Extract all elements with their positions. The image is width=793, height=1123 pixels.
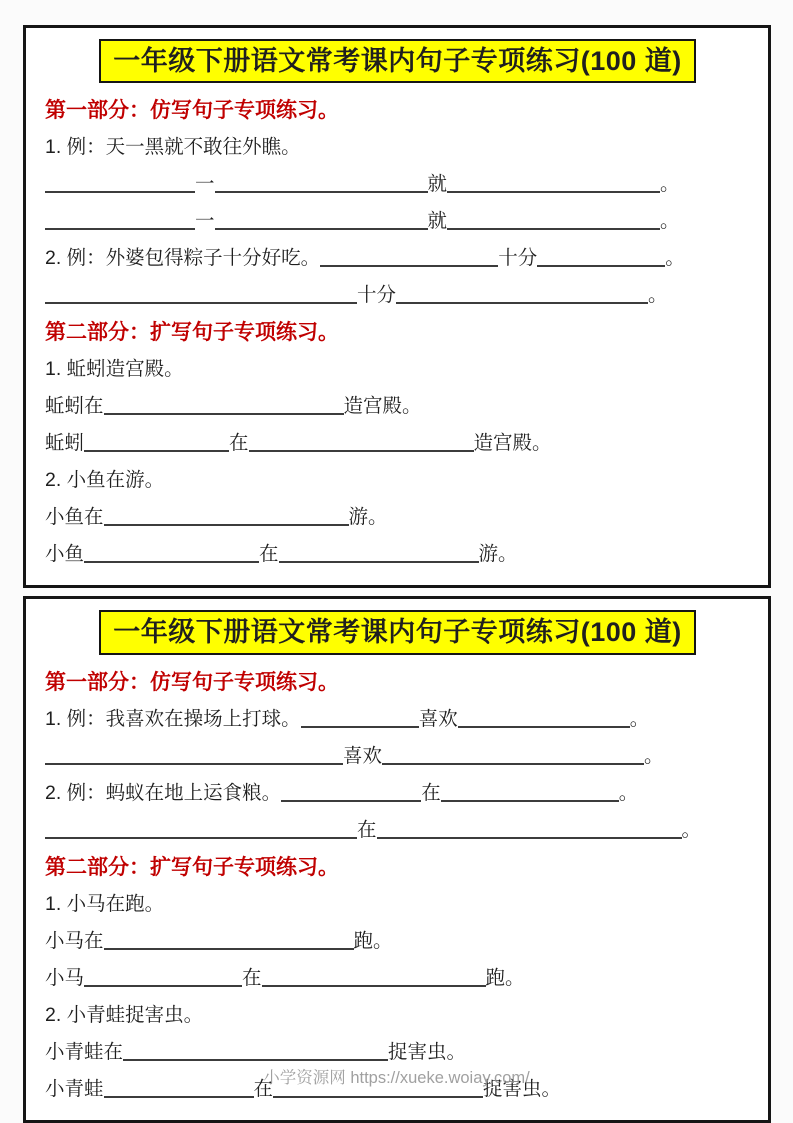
worksheet-line: [45, 775, 750, 812]
line-text: 跑。: [353, 929, 393, 952]
line-text: 喜欢: [343, 744, 383, 767]
line-text: 在: [242, 966, 262, 989]
answer-blank: [281, 778, 421, 802]
answer-blank: [447, 169, 660, 193]
line-text: 蚯蚓: [45, 432, 85, 455]
line-text: 一: [195, 210, 215, 233]
line-text: 2. 小青蛙捉害虫。: [45, 1003, 204, 1026]
line-text: 十分: [357, 284, 397, 307]
line-text: 小鱼在: [45, 506, 104, 529]
line-text: 捉害虫。: [483, 1077, 562, 1100]
worksheet-panel: [23, 25, 771, 588]
line-text: 一: [195, 173, 215, 196]
worksheet-line: [45, 923, 750, 960]
section-heading: 第一部分：仿写句子专项练习。: [45, 670, 339, 694]
line-text: 1. 蚯蚓造宫殿。: [45, 358, 184, 381]
answer-blank: [45, 169, 195, 193]
worksheet-line: [45, 166, 750, 203]
line-text: 2. 小鱼在游。: [45, 469, 165, 492]
line-text: 在: [259, 543, 279, 566]
worksheet-line: [45, 536, 750, 573]
line-text: 小马: [45, 966, 85, 989]
answer-blank: [396, 280, 648, 304]
section-heading: 第二部分：扩写句子专项练习。: [45, 855, 339, 879]
line-text: 十分: [498, 247, 538, 270]
answer-blank: [84, 428, 229, 452]
worksheet-line: [45, 886, 750, 923]
worksheet-line: [45, 1071, 750, 1108]
line-text: 在: [421, 781, 441, 804]
line-text: 捉害虫。: [388, 1040, 467, 1063]
line-text: 小青蛙: [45, 1077, 104, 1100]
line-text: 。: [629, 707, 650, 730]
line-text: 小青蛙在: [45, 1040, 124, 1063]
answer-blank: [382, 741, 644, 765]
line-text: 造宫殿。: [473, 432, 552, 455]
line-text: 。: [644, 744, 664, 767]
answer-blank: [537, 243, 665, 267]
answer-blank: [301, 704, 419, 728]
line-text: 。: [618, 781, 639, 804]
line-text: 喜欢: [418, 707, 458, 730]
answer-blank: [104, 391, 344, 415]
answer-blank: [447, 206, 660, 230]
line-text: 2. 例：外婆包得粽子十分好吃。: [45, 247, 321, 270]
answer-blank: [458, 704, 630, 728]
worksheet-line: [45, 462, 750, 499]
answer-blank: [84, 539, 259, 563]
watermark: 小学资源网 https://xueke.woiay.com/: [263, 1069, 530, 1087]
line-text: 在: [229, 432, 249, 455]
worksheet-line: [45, 960, 750, 997]
line-text: 2. 例：蚂蚁在地上运食粮。: [45, 781, 282, 804]
line-text: 就: [427, 173, 448, 196]
line-text: 。: [665, 247, 685, 270]
answer-blank: [273, 1074, 483, 1098]
answer-blank: [45, 280, 357, 304]
worksheet-line: [45, 499, 750, 536]
line-text: 蚯蚓在: [45, 395, 104, 418]
line-text: 。: [660, 210, 680, 233]
line-text: 在: [357, 818, 377, 841]
answer-blank: [215, 169, 428, 193]
line-text: 游。: [478, 543, 518, 566]
worksheet-line: [45, 425, 750, 462]
answer-blank: [215, 206, 428, 230]
panel-title: 一年级下册语文常考课内句子专项练习(100 道): [99, 610, 696, 654]
worksheet-line: [45, 701, 750, 738]
line-text: 。: [681, 818, 702, 841]
answer-blank: [262, 963, 486, 987]
answer-blank: [377, 815, 682, 839]
worksheet-line: [45, 351, 750, 388]
worksheet-line: [45, 1034, 750, 1071]
line-text: 。: [660, 173, 680, 196]
worksheet-line: [45, 812, 750, 849]
line-text: 1. 小马在跑。: [45, 892, 165, 915]
worksheet-line: [45, 997, 750, 1034]
line-text: 1. 例：我喜欢在操场上打球。: [45, 707, 301, 730]
answer-blank: [45, 206, 195, 230]
line-text: 跑。: [485, 966, 525, 989]
worksheet-line: [45, 738, 750, 775]
answer-blank: [104, 502, 349, 526]
line-text: 造宫殿。: [343, 395, 422, 418]
line-text: 小鱼: [45, 543, 85, 566]
worksheet-line: [45, 129, 750, 166]
worksheet-line: [45, 203, 750, 240]
worksheet-line: [45, 277, 750, 314]
answer-blank: [279, 539, 479, 563]
answer-blank: [123, 1037, 388, 1061]
worksheet-panel: [23, 596, 771, 1122]
answer-blank: [104, 926, 354, 950]
line-text: 小马在: [45, 929, 104, 952]
answer-blank: [45, 815, 357, 839]
panel-title: 一年级下册语文常考课内句子专项练习(100 道): [99, 39, 696, 83]
section-heading: 第二部分：扩写句子专项练习。: [45, 321, 339, 345]
line-text: 就: [427, 210, 448, 233]
line-text: 。: [648, 284, 668, 307]
worksheet-line: [45, 388, 750, 425]
answer-blank: [45, 741, 343, 765]
worksheet-line: [45, 240, 750, 277]
answer-blank: [441, 778, 619, 802]
answer-blank: [84, 963, 242, 987]
section-heading: 第一部分：仿写句子专项练习。: [45, 99, 339, 123]
answer-blank: [320, 243, 498, 267]
line-text: 1. 例：天一黑就不敢往外瞧。: [45, 136, 301, 159]
line-text: 在: [253, 1077, 274, 1100]
answer-blank: [249, 428, 474, 452]
line-text: 游。: [348, 506, 388, 529]
answer-blank: [104, 1074, 254, 1098]
